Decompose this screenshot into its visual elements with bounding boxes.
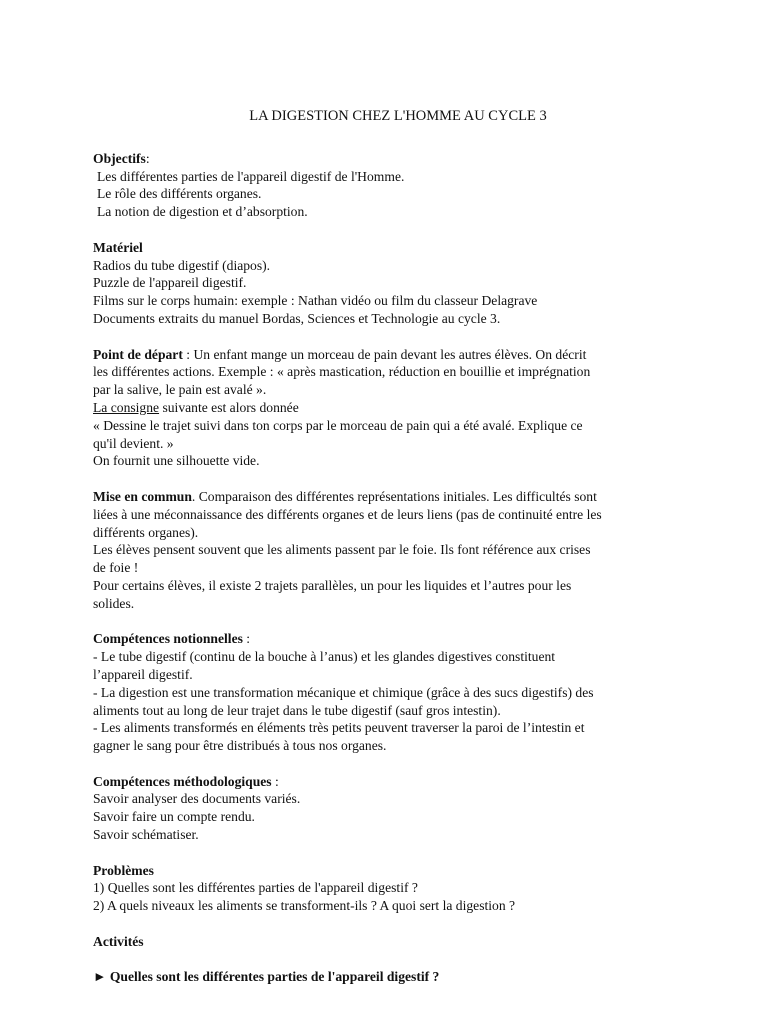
competences-notionnelles-colon: : bbox=[242, 631, 251, 647]
competence-notionnelle-text: - Le tube digestif (continu de la bouche à l’anus) et les glandes digestives constituent bbox=[93, 649, 556, 665]
competence-notionnelle-text: l’appareil digestif. bbox=[93, 666, 193, 682]
competences-methodologiques-heading: Compétences méthodologiques bbox=[93, 773, 272, 789]
competences-notionnelles-heading-line bbox=[93, 630, 693, 648]
consigne-line bbox=[93, 399, 693, 417]
probleme-item: 2) A quels niveaux les aliments se transforment-ils ? A quoi sert la digestion ? bbox=[93, 898, 516, 914]
activites-heading: Activités bbox=[93, 933, 144, 949]
consigne-quote: qu'il devient. » bbox=[93, 435, 174, 451]
mise-en-commun-text: de foie ! bbox=[93, 560, 139, 576]
point-de-depart-text: par la salive, le pain est avalé ». bbox=[93, 382, 267, 398]
materiel-item: Puzzle de l'appareil digestif. bbox=[93, 275, 247, 291]
section-competences-notionnelles bbox=[93, 630, 693, 755]
mise-en-commun-first-line bbox=[93, 488, 693, 506]
consigne-quote: « Dessine le trajet suivi dans ton corps par le morceau de pain qui a été avalé. Explique ce bbox=[93, 417, 583, 433]
point-de-depart-first-line bbox=[93, 346, 693, 364]
document-page bbox=[93, 108, 693, 1004]
competences-methodologiques-heading-line bbox=[93, 773, 693, 791]
mise-en-commun-text: solides. bbox=[93, 595, 135, 611]
mise-en-commun-text: liées à une méconnaissance des différents organes et de leurs liens (pas de continuité entre les bbox=[93, 506, 602, 522]
probleme-item: 1) Quelles sont les différentes parties de l'appareil digestif ? bbox=[93, 880, 418, 896]
objectif-item: Le rôle des différents organes. bbox=[97, 186, 262, 202]
point-de-depart-text: les différentes actions. Exemple : « après mastication, réduction en bouillie et imprégnation bbox=[93, 364, 591, 380]
activite-item-section bbox=[93, 968, 693, 986]
competence-notionnelle-text: aliments tout au long de leur trajet dans le tube digestif (sauf gros intestin). bbox=[93, 702, 501, 718]
mise-en-commun-heading: Mise en commun bbox=[93, 488, 192, 504]
point-de-depart-last: On fournit une silhouette vide. bbox=[93, 453, 260, 469]
materiel-item: Radios du tube digestif (diapos). bbox=[93, 257, 271, 273]
competence-notionnelle-text: gagner le sang pour être distribués à tous nos organes. bbox=[93, 738, 387, 754]
competences-methodologiques-colon: : bbox=[271, 773, 279, 789]
competence-notionnelle-text: - La digestion est une transformation mécanique et chimique (grâce à des sucs digestifs) des bbox=[93, 684, 594, 700]
section-point-de-depart bbox=[93, 346, 693, 471]
objectif-item: Les différentes parties de l'appareil digestif de l'Homme. bbox=[97, 168, 405, 184]
point-de-depart-heading: Point de départ bbox=[93, 346, 183, 362]
competence-methodologique-item: Savoir faire un compte rendu. bbox=[93, 809, 255, 825]
competence-methodologique-item: Savoir analyser des documents variés. bbox=[93, 791, 301, 807]
materiel-item: Films sur le corps humain: exemple : Nathan vidéo ou film du classeur Delagrave bbox=[93, 293, 538, 309]
objectifs-heading: Objectifs bbox=[93, 150, 146, 166]
mise-en-commun-text: Les élèves pensent souvent que les aliments passent par le foie. Ils font référence aux crises bbox=[93, 542, 591, 558]
materiel-heading: Matériel bbox=[93, 239, 143, 255]
section-activites bbox=[93, 933, 693, 951]
consigne-rest: suivante est alors donnée bbox=[159, 399, 299, 415]
document-title: LA DIGESTION CHEZ L'HOMME AU CYCLE 3 bbox=[249, 108, 547, 124]
point-de-depart-text: : Un enfant mange un morceau de pain devant les autres élèves. On décrit bbox=[182, 346, 587, 362]
competence-methodologique-item: Savoir schématiser. bbox=[93, 827, 199, 843]
section-problemes bbox=[93, 862, 693, 915]
objectif-item: La notion de digestion et d’absorption. bbox=[97, 204, 308, 220]
mise-en-commun-text: . Comparaison des différentes représentations initiales. Les difficultés sont bbox=[191, 488, 597, 504]
competences-notionnelles-heading: Compétences notionnelles bbox=[93, 631, 243, 647]
section-objectifs bbox=[93, 150, 693, 221]
objectifs-heading-line bbox=[93, 150, 693, 168]
problemes-heading: Problèmes bbox=[93, 862, 154, 878]
section-materiel bbox=[93, 239, 693, 328]
section-competences-methodologiques bbox=[93, 773, 693, 844]
mise-en-commun-text: Pour certains élèves, il existe 2 trajets parallèles, un pour les liquides et l’autres pour les bbox=[93, 577, 572, 593]
materiel-item: Documents extraits du manuel Bordas, Sciences et Technologie au cycle 3. bbox=[93, 310, 501, 326]
competence-notionnelle-text: - Les aliments transformés en éléments très petits peuvent traverser la paroi de l’intestin et bbox=[93, 720, 585, 736]
section-mise-en-commun bbox=[93, 488, 693, 613]
objectifs-colon: : bbox=[145, 150, 150, 166]
activite-item-heading: ► Quelles sont les différentes parties de l'appareil digestif ? bbox=[93, 969, 440, 985]
mise-en-commun-text: différents organes). bbox=[93, 524, 199, 540]
consigne-label: La consigne bbox=[93, 399, 160, 415]
